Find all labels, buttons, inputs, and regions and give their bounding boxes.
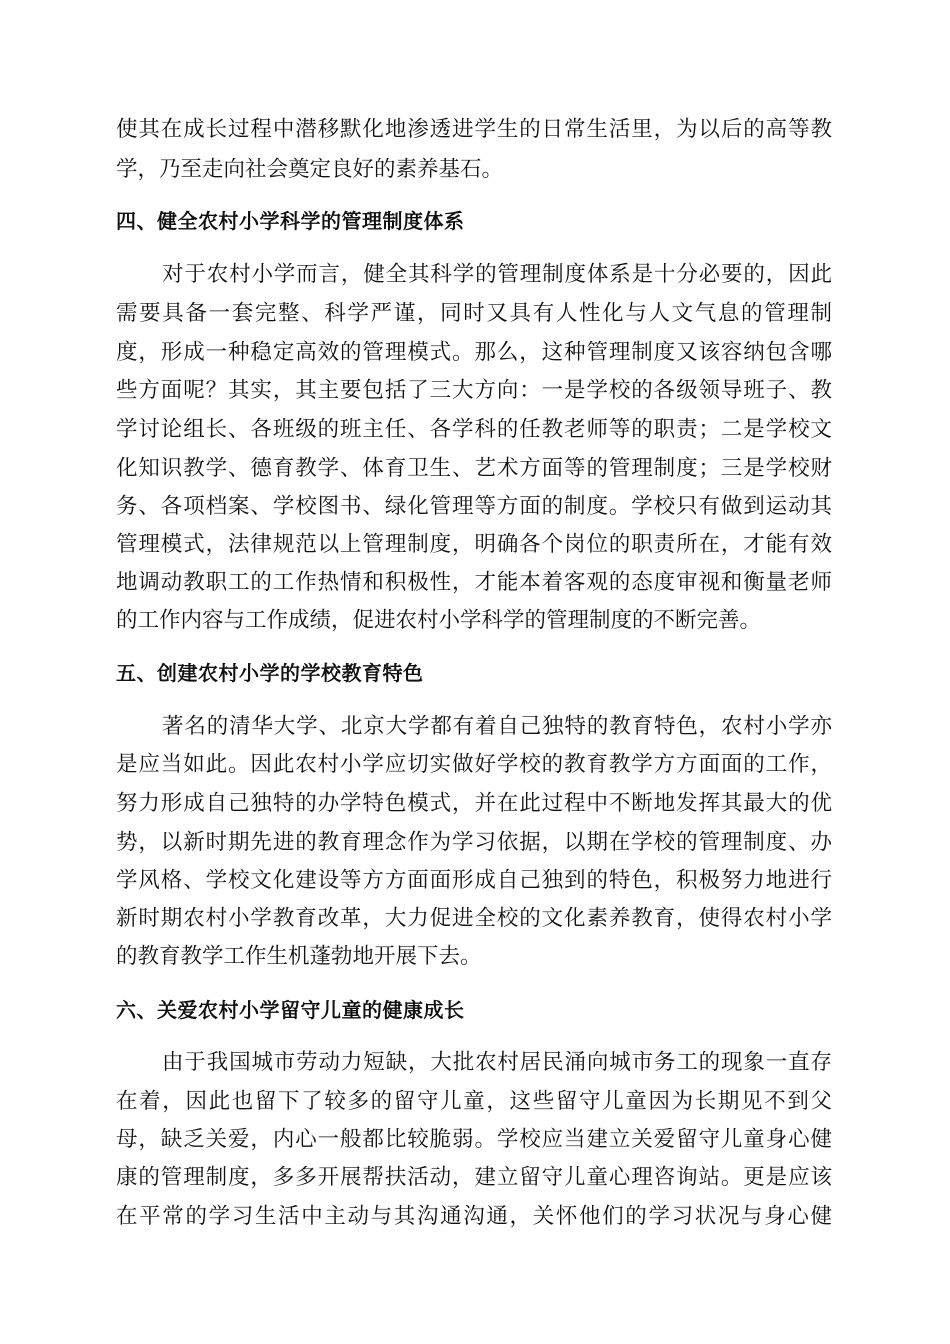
paragraph-line: 是应当如此。因此农村小学应切实做好学校的教育教学方方面面的工作， [116, 752, 832, 777]
paragraph-line: 学，乃至走向社会奠定良好的素养基石。 [116, 157, 504, 182]
paragraph-line: 些方面呢？其实，其主要包括了三大方向：一是学校的各级领导班子、教 [116, 378, 832, 403]
section-heading-5: 五、创建农村小学的学校教育特色 [116, 661, 424, 685]
section-heading-6: 六、关爱农村小学留守儿童的健康成长 [116, 998, 465, 1022]
paragraph-line: 度，形成一种稳定高效的管理模式。那么，这种管理制度又该容纳包含哪 [116, 340, 832, 365]
paragraph-line: 对于农村小学而言，健全其科学的管理制度体系是十分必要的，因此 [162, 262, 832, 287]
paragraph-line: 著名的清华大学、北京大学都有着自己独特的教育特色，农村小学亦 [162, 714, 832, 739]
paragraph-line: 的工作内容与工作成绩，促进农村小学科学的管理制度的不断完善。 [116, 608, 762, 633]
paragraph-line: 母，缺乏关爱，内心一般都比较脆弱。学校应当建立关爱留守儿童身心健 [116, 1127, 832, 1152]
paragraph-line: 的教育教学工作生机蓬勃地开展下去。 [116, 944, 482, 969]
paragraph-line: 务、各项档案、学校图书、绿化管理等方面的制度。学校只有做到运动其 [116, 494, 832, 519]
paragraph-line: 在平常的学习生活中主动与其沟通沟通，关怀他们的学习状况与身心健 [116, 1204, 832, 1229]
paragraph-line: 学讨论组长、各班级的班主任、各学科的任教老师等的职责；二是学校文 [116, 417, 832, 442]
paragraph-line: 由于我国城市劳动力短缺，大批农村居民涌向城市务工的现象一直存 [162, 1050, 832, 1075]
paragraph-line: 管理模式，法律规范以上管理制度，明确各个岗位的职责所在，才能有效 [116, 532, 832, 557]
paragraph-line: 需要具备一套完整、科学严谨，同时又具有人性化与人文气息的管理制 [116, 301, 832, 326]
paragraph-line: 势，以新时期先进的教育理念作为学习依据，以期在学校的管理制度、办 [116, 830, 832, 855]
paragraph-line: 使其在成长过程中潜移默化地渗透进学生的日常生活里，为以后的高等教 [116, 117, 832, 142]
paragraph-line: 化知识教学、德育教学、体育卫生、艺术方面等的管理制度；三是学校财 [116, 456, 832, 481]
paragraph-line: 地调动教职工的工作热情和积极性，才能本着客观的态度审视和衡量老师 [116, 570, 832, 595]
paragraph-line: 学风格、学校文化建设等方方面面形成自己独到的特色，积极努力地进行 [116, 868, 832, 893]
paragraph-line: 康的管理制度，多多开展帮扶活动，建立留守儿童心理咨询站。更是应该 [116, 1165, 832, 1190]
paragraph-line: 新时期农村小学教育改革，大力促进全校的文化素养教育，使得农村小学 [116, 906, 832, 931]
section-heading-4: 四、健全农村小学科学的管理制度体系 [116, 209, 465, 233]
paragraph-line: 努力形成自己独特的办学特色模式，并在此过程中不断地发挥其最大的优 [116, 791, 832, 816]
paragraph-line: 在着，因此也留下了较多的留守儿童，这些留守儿童因为长期见不到父 [116, 1089, 832, 1114]
